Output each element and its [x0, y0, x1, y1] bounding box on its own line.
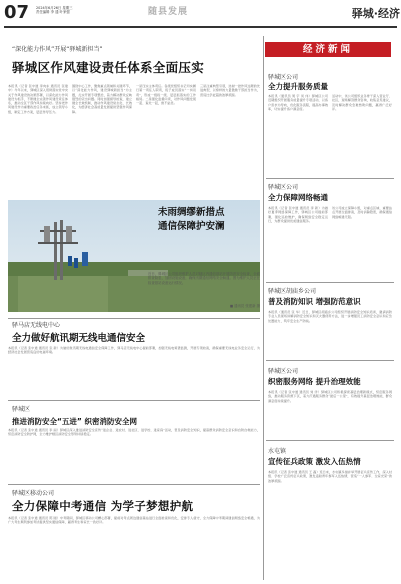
page-number: 07 [4, 2, 30, 23]
date: 2024年6月26日 星期三 [36, 6, 73, 10]
right-top-body-2: 活动中，该公司组织业务骨干深入营业厅、社区，现场解答群众咨询，收集意见建议，及时解决群众急难愁盼问题，赢得广泛好评。 [332, 94, 392, 111]
right-lower-kicker: 驿城区胡庙乡公司 [268, 288, 317, 295]
divider [8, 318, 260, 319]
lead-headline: 驿城区作风建设责任体系全面压实 [12, 60, 205, 75]
left-lower-headline: 推进消防安全“五进” 织密消防安全网 [12, 417, 137, 426]
right-lower-body: 本报讯（通讯员 张 华）近日，驿城区胡庙乡公司组织开展消防安全知识培训，邀请消防专业人员现场讲解消防安全知识和灭火器使用方法，进一步增强员工消防安全意识和应急处置能力，筑牢安全生产防线。 [268, 310, 392, 323]
economic-news-banner: 经济新闻 [265, 42, 391, 57]
feature-credit: ■ 通讯员 张建新 摄 [229, 304, 260, 308]
divider [8, 484, 260, 485]
left-bottom-headline: 全力保障中考通信 为学子梦想护航 [12, 499, 194, 513]
left-lower-kicker: 驿城区 [12, 406, 31, 413]
right-mid-kicker: 驿城区公司 [268, 184, 299, 191]
left-bottom-body: 本报讯（记者 张中道 通讯员 陈 刚）中考期间，驿城区移动公司精心部署，提前对考点周边通信基站进行全面检查和优化，安排专人值守，全力保障中考期间通信网络安全畅通，为广大考生顺利参加考试提供坚实通信保障，赢得考生和家长一致好评。 [8, 516, 260, 525]
right-bottom-headline: 宣传征兵政策 激发入伍热情 [268, 457, 361, 466]
feature-headline-2: 通信保障护安澜 [158, 221, 225, 232]
right-bottom-body: 本报讯（记者 张中道 通讯员 王 磊）连日来，水屯镇多措并举开展征兵宣传工作，深入村组、学校广泛宣传征兵政策，激发适龄青年参军入伍热情，营造“一人参军、全家光荣”的浓厚氛围。 [268, 470, 392, 483]
column-divider [263, 36, 264, 580]
section-name: 驿城·经济 [351, 7, 400, 20]
lead-body-col-3: 一是压实主体责任。各级党组织书记切实履行第一责任人职责，班子成员落实“一岗双责”，形成一级抓一级、层层抓落实的工作格局。二是强化监督问责，对作风问题发现一起、查处一起，绝不姑息。 [136, 84, 196, 106]
right-lower2-kicker: 驿城区公司 [268, 368, 299, 375]
left-mid-kicker: 驿马店无线电中心 [12, 322, 61, 329]
left-mid-headline: 全力做好航讯期无线电通信安全 [12, 333, 146, 344]
feature-caption: 近日，驿城区公司组织维护人员对辖区内通信基站开展防汛安全检查，全面排查隐患，加固设施设备，确保汛期通信网络安全畅通。图为维护人员正在检查基站设备运行情况。 [148, 272, 260, 285]
divider [266, 440, 394, 441]
right-top-headline: 全力提升服务质量 [268, 82, 328, 91]
masthead-rule [4, 26, 397, 28]
right-lower2-headline: 织密服务网络 提升治理效能 [268, 377, 361, 386]
right-top-kicker: 驿城区公司 [268, 74, 299, 81]
lead-body-col-2: 围绕中心工作，聚焦重点领域和关键环节，以“深化能力作风，建设驿城新担当”为主题，扎实开展专项整治，着力解决群众反映强烈的突出问题。同时加强督导检查，建立健全长效机制，推动作风建设常态化、长效化，为经济社会高质量发展提供坚强作风保障。 [72, 84, 132, 114]
lead-kicker: “深化能力作风”开展“驿城新担当” [12, 46, 103, 53]
divider [266, 282, 394, 283]
left-bottom-kicker: 驿城区移动公司 [12, 490, 55, 497]
divider [266, 360, 394, 361]
left-lower-body: 本报讯（记者 张中道 通讯员 李 丽）驿城区深入推进消防安全宣传“进企业、进农村、进社区、进学校、进家庭”活动，普及消防安全知识，提高群众消防安全意识和自防自救能力，织密消防安全防护网，全力维护辖区消防安全形势持续稳定。 [8, 428, 260, 437]
lead-body-col-1: 本报讯（记者 张中道 李向东 通讯员 张建中）今年以来，驿城区深入贯彻落实党中央关于作风建设的决策部署，以深化能力作风建设为抓手，不断健全完善作风建设责任体系，推动全区干部作风持续向好。坚持把作风建设作为重要政治任务来抓，成立领导小组，制定工作方案，层层传导压力。 [8, 84, 68, 114]
editor-line: 责任编辑 李 通 叶家强 [36, 10, 70, 15]
divider [8, 400, 260, 401]
right-lower-headline: 普及消防知识 增强防范意识 [268, 297, 361, 306]
lead-body-col-4: 三是注重典型引领，选树一批作风过硬的先进典型，以榜样的力量激励干部担当作为，营造比学赶超的浓厚氛围。 [200, 84, 260, 97]
right-mid-headline: 全力保障网络畅通 [268, 193, 328, 202]
newspaper-name: 随县发展 [148, 7, 189, 17]
right-lower2-body: 本报讯（记者 张中道 通讯员 刘 洋）驿城区公司积极探索基层治理新模式，织密服务网络，推动服务资源下沉，着力打通服务群众“最后一公里”，有效提升基层治理效能，群众满意度持续提升。 [268, 390, 392, 403]
right-bottom-kicker: 水屯镇 [268, 448, 287, 455]
right-mid-body-2: 该公司成立保障小组，对重点区域、重要站点开展全面排查，及时消除隐患，确保通信网络畅通无阻。 [332, 206, 392, 219]
feature-headline-1: 未雨绸缪新措点 [158, 207, 225, 218]
date-line [36, 6, 126, 15]
divider [266, 178, 394, 179]
right-top-body-1: 本报讯（通讯员 周 宇 何 伟）驿城区公司近期组织开展服务质量提升专项活动，以客户需求为导向，优化服务流程，提高办事效率，切实提升客户满意度。 [268, 94, 328, 111]
left-mid-body: 本报讯（记者 张中道 通讯员 张 新）为做好航讯期无线电通信安全保障工作，驿马店无线电中心提前部署，加强无线电频谱监测，开展专项检查，确保重要无线电业务安全运行，为经济社会发展营造良好电磁环境。 [8, 346, 260, 355]
right-mid-body-1: 本报讯（记者 张中道 通讯员 李 新）为做好夏季网络保障工作，驿城区公司提前部署，强化巡检维护，确保网络安全稳定运行，为群众提供优质通信服务。 [268, 206, 328, 223]
